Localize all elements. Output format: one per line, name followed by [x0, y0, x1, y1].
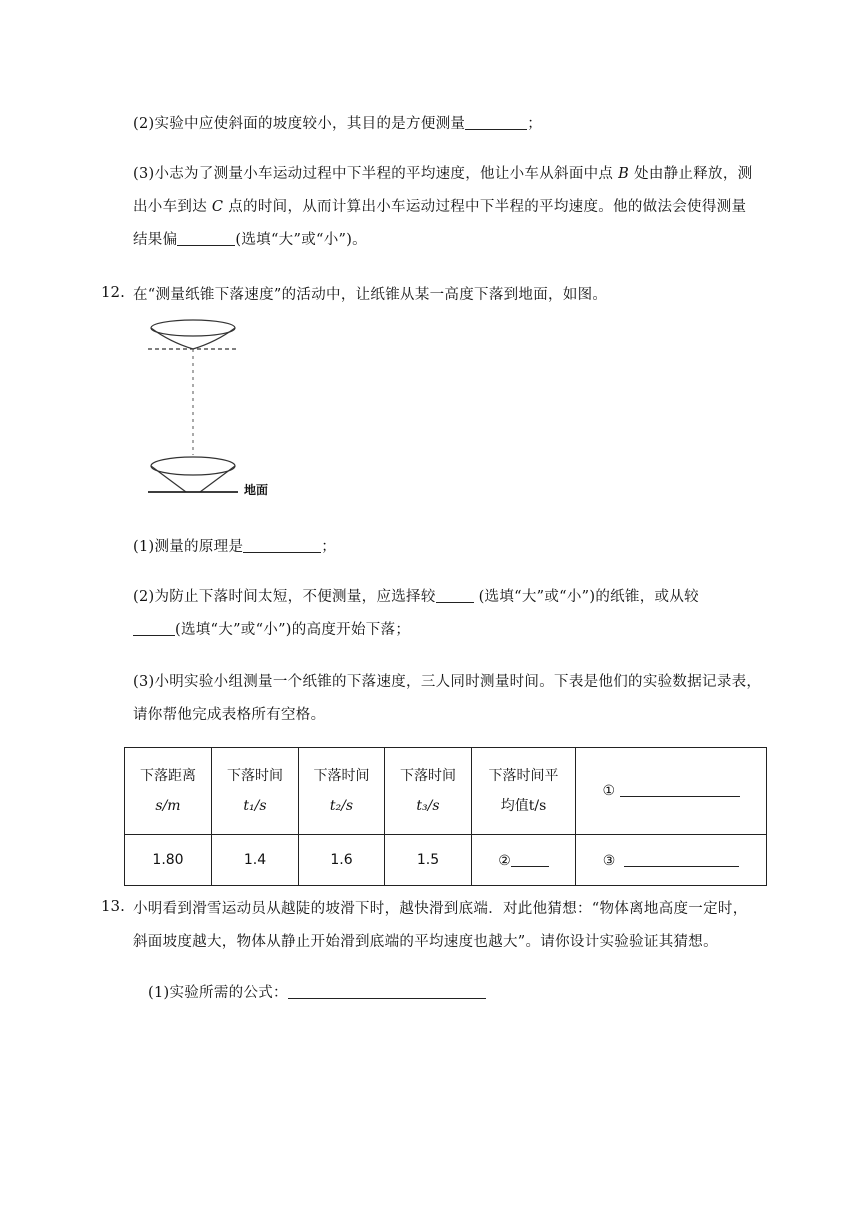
header-line2: s/m	[155, 798, 181, 814]
question-number: 12.	[101, 283, 125, 301]
q13-part1-text: (1)实验所需的公式：	[148, 985, 288, 1001]
q11-part2-end: ；	[527, 116, 543, 132]
circled-number: ①	[602, 783, 616, 799]
answer-blank[interactable]	[133, 621, 175, 636]
answer-blank[interactable]	[243, 538, 321, 553]
q12-part2-mid: (选填“大”或“小”)的纸锥，或从较	[478, 589, 699, 605]
table-cell: 1.80	[125, 835, 212, 886]
q11-part3-line2-start: 出小车到达	[133, 199, 207, 215]
header-line2: 均值t/s	[500, 798, 547, 814]
answer-blank[interactable]	[177, 231, 235, 246]
q11-part3-line3	[133, 228, 367, 249]
table-cell: 1.5	[385, 835, 472, 886]
circled-number: ②	[498, 852, 511, 869]
header-cell	[385, 748, 472, 835]
circled-number: ③	[602, 852, 616, 869]
header-line2: t₁/s	[243, 798, 267, 814]
table-header-row	[125, 748, 767, 835]
table-cell-blank	[472, 835, 576, 886]
falling-cone-figure	[140, 312, 310, 506]
header-line1: 下落时间	[227, 768, 283, 784]
q12-part2-text: (2)为防止下落时间太短，不便测量，应选择较	[133, 589, 436, 605]
q11-part3-line3-end: (选填“大”或“小”)。	[235, 232, 367, 248]
header-cell	[125, 748, 212, 835]
ground-label: 地面	[244, 483, 269, 497]
q12-part3-line2: 请你帮他完成表格所有空格。	[133, 707, 326, 723]
header-cell-blank	[576, 748, 767, 835]
q11-part3-line3-start: 结果偏	[133, 232, 178, 248]
q11-part2	[133, 112, 542, 133]
question-number: 13.	[101, 897, 125, 915]
q13-stem-line2: 斜面坡度越大，物体从静止开始滑到底端的平均速度也越大”。请你设计实验验证其猜想。	[133, 934, 718, 950]
q12-part2-line2	[133, 618, 410, 639]
table-cell-blank	[576, 835, 767, 886]
header-line1: 下落时间	[400, 768, 456, 784]
q11-part3-line2-end: 点的时间，从而计算出小车运动过程中下半程的平均速度。他的做法会使得测量	[228, 199, 747, 215]
table-row	[125, 835, 767, 886]
falling-cone-diagram	[140, 312, 310, 502]
q12-part2-line1	[133, 585, 699, 606]
answer-blank[interactable]	[436, 588, 474, 603]
header-line1: 下落时间平	[488, 768, 559, 784]
header-line1: 下落时间	[313, 768, 370, 784]
q13-part1	[148, 981, 486, 1002]
header-cell	[472, 748, 576, 835]
answer-blank[interactable]	[465, 115, 527, 130]
header-cell	[212, 748, 299, 835]
q12-part3-line1: (3)小明实验小组测量一个纸锥的下落速度，三人同时测量时间。下表是他们的实验数据记录表，	[133, 674, 762, 690]
header-cell	[299, 748, 385, 835]
q12-part1	[133, 535, 336, 556]
answer-blank[interactable]	[511, 852, 549, 867]
data-record-table	[124, 747, 767, 886]
header-line2: t₂/s	[329, 798, 354, 814]
point-c-label: C	[211, 199, 224, 215]
q13-stem-line1: 小明看到滑雪运动员从越陡的坡滑下时，越快滑到底端．对此他猜想：“物体离地高度一定时，	[133, 901, 748, 917]
table-cell: 1.6	[299, 835, 385, 886]
q11-part3-text: (3)小志为了测量小车运动过程中下半程的平均速度，他让小车从斜面中点	[133, 166, 614, 182]
q11-part2-text: (2)实验中应使斜面的坡度较小，其目的是方便测量	[133, 116, 466, 132]
header-line2: t₃/s	[416, 798, 440, 814]
q12-stem: 在“测量纸锥下落速度”的活动中，让纸锥从某一高度下落到地面，如图。	[133, 287, 608, 303]
q12-part1-end: ；	[321, 539, 337, 555]
header-line1: 下落距离	[140, 768, 196, 784]
table-cell: 1.4	[212, 835, 299, 886]
answer-blank[interactable]	[624, 852, 739, 867]
answer-blank[interactable]	[620, 782, 740, 797]
q12-part1-text: (1)测量的原理是	[133, 539, 244, 555]
point-b-label: B	[618, 166, 630, 182]
q11-part3-text-end: 处由静止释放，测	[634, 166, 753, 182]
answer-blank[interactable]	[288, 984, 486, 999]
q11-part3-line1	[133, 162, 752, 183]
q12-part2-end: (选填“大”或“小”)的高度开始下落；	[175, 622, 411, 638]
q11-part3-line2	[133, 195, 746, 216]
